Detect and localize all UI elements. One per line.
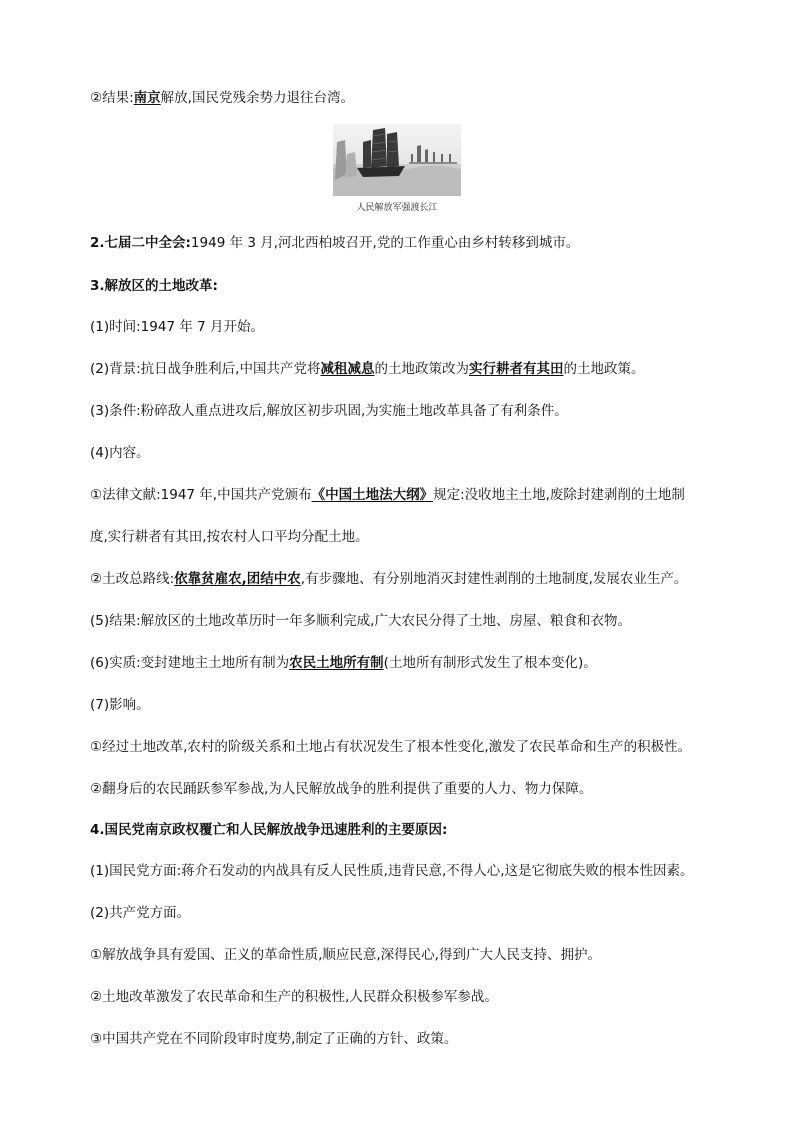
land-reform-essence	[90, 654, 597, 672]
cpc-reason-2: ②土地改革激发了农民革命和生产的积极性,人民群众积极参军参战。	[90, 989, 498, 1005]
land-reform-conditions: (3)条件:粉碎敌人重点进攻后,解放区初步巩固,为实施土地改革具备了有利条件。	[90, 403, 568, 419]
figure-caption: 人民解放军强渡长江	[356, 203, 438, 213]
keyword-rely-on-poor-peasants: 依靠贫雇农,团结中农	[174, 571, 301, 587]
text-segment: ②土改总路线:	[90, 571, 175, 587]
text-segment: (6)实质:变封建地主土地所有制为	[90, 655, 290, 671]
keyword-land-to-tiller: 实行耕者有其田	[468, 361, 564, 377]
land-reform-impact-heading: (7)影响。	[90, 697, 150, 713]
text-segment: 的土地政策。	[563, 361, 645, 377]
text-segment: 规定:没收地主土地,废除封建剥削的土地制	[433, 487, 685, 503]
section-heading-2: 2.七届二中全会:	[90, 235, 191, 251]
cpc-reason-1: ①解放战争具有爱国、正义的革命性质,顺应民意,深得民心,得到广大人民支持、拥护。	[90, 947, 601, 963]
keyword-rent-reduction: 减租减息	[320, 361, 375, 377]
impact-item-1: ①经过土地改革,农村的阶级关系和土地占有状况发生了根本性变化,激发了农民革命和生产的积极性。	[90, 739, 692, 755]
sailboat-illustration	[333, 124, 461, 196]
keyword-peasant-ownership: 农民土地所有制	[289, 655, 384, 671]
legal-document-continuation: 度,实行耕者有其田,按农村人口平均分配土地。	[90, 529, 369, 545]
section-heading-4: 4.国民党南京政权覆亡和人民解放战争迅速胜利的主要原因:	[90, 822, 448, 838]
text-segment: ②结果:	[90, 90, 134, 106]
text-segment: ,有步骤地、有分别地消灭封建性剥削的土地制度,发展农业生产。	[300, 571, 688, 587]
land-reform-content-heading: (4)内容。	[90, 445, 150, 461]
text-segment: (2)背景:抗日战争胜利后,中国共产党将	[90, 361, 321, 377]
land-reform-result: (5)结果:解放区的土地改革历时一年多顺利完成,广大农民分得了土地、房屋、粮食和衣物。	[90, 613, 631, 629]
impact-item-2: ②翻身后的农民踊跃参军参战,为人民解放战争的胜利提供了重要的人力、物力保障。	[90, 781, 593, 797]
keyword-land-law-outline: 《中国土地法大纲》	[311, 487, 434, 503]
kmt-reason: (1)国民党方面:蒋介石发动的内战具有反人民性质,违背民意,不得人心,这是它彻底失败的根本性因素。	[90, 863, 694, 879]
land-reform-background	[90, 360, 644, 378]
text-segment: ①法律文献:1947 年,中国共产党颁布	[90, 487, 312, 503]
cpc-reason-3: ③中国共产党在不同阶段审时度势,制定了正确的方针、政策。	[90, 1031, 458, 1047]
text-segment: 的土地政策改为	[374, 361, 469, 377]
land-reform-time: (1)时间:1947 年 7 月开始。	[90, 319, 264, 335]
legal-document-line	[90, 486, 685, 504]
second-plenary-line	[90, 234, 579, 252]
cpc-reason-heading: (2)共产党方面。	[90, 905, 191, 921]
text-segment: (土地所有制形式发生了根本变化)。	[383, 655, 597, 671]
keyword-nanjing: 南京	[133, 90, 161, 106]
result-nanjing-line	[90, 89, 354, 107]
general-line	[90, 570, 687, 588]
text-segment: 1949 年 3 月,河北西柏坡召开,党的工作重心由乡村转移到城市。	[190, 235, 580, 251]
river-crossing-photo	[333, 124, 461, 196]
text-segment: 解放,国民党残余势力退往台湾。	[160, 90, 354, 106]
section-heading-3: 3.解放区的土地改革:	[90, 278, 218, 294]
